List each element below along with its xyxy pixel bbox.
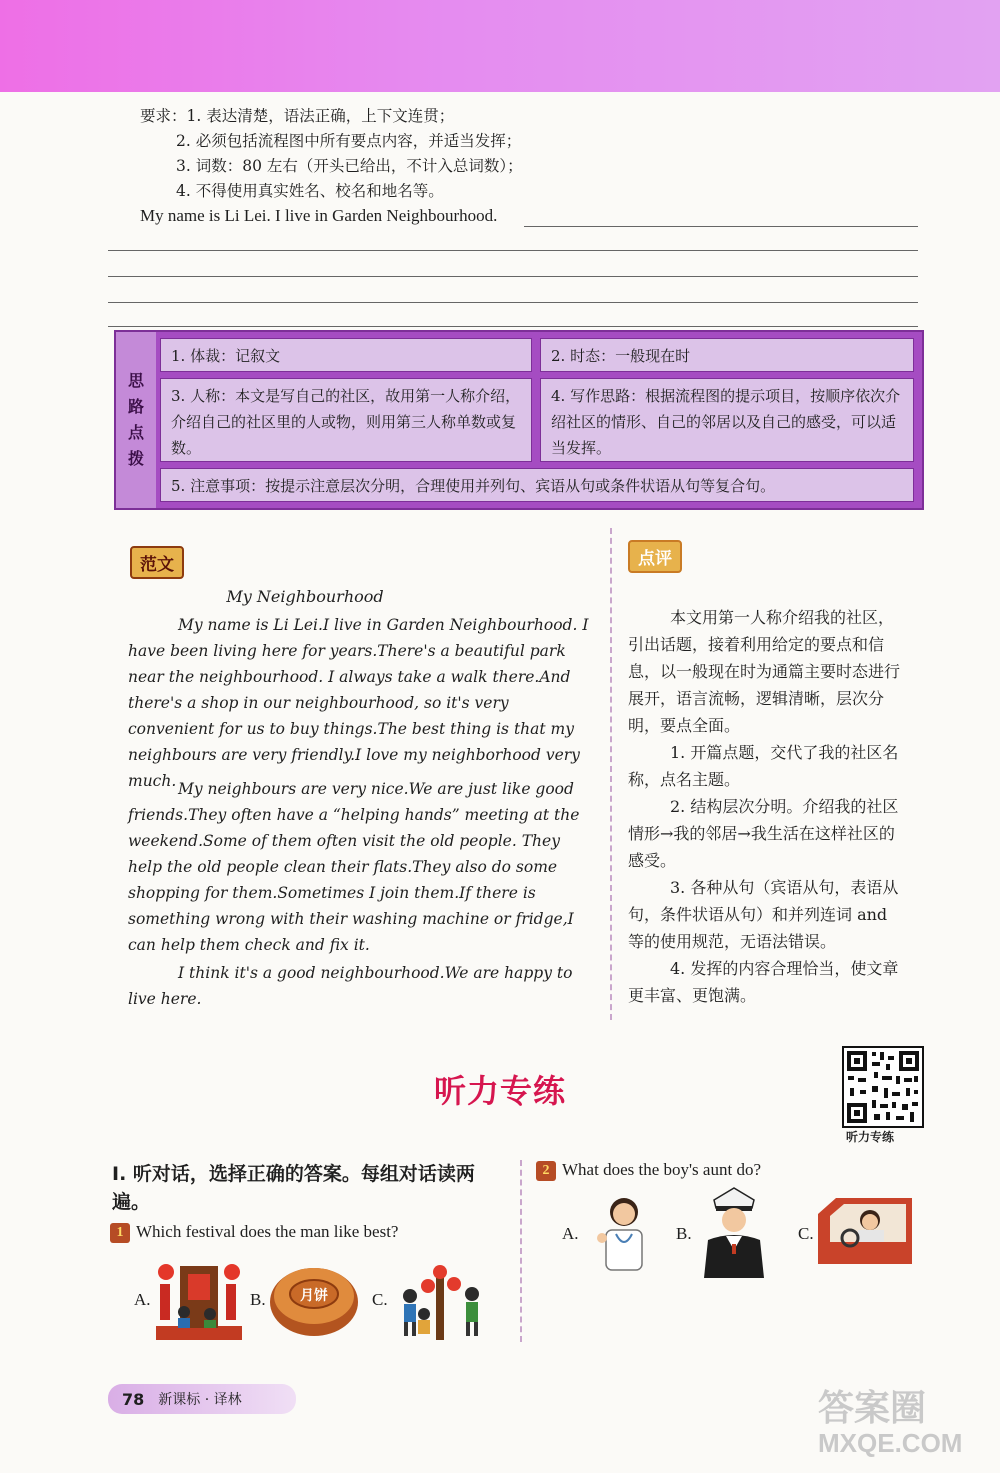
comment-paragraph: 本文用第一人称介绍我的社区，引出话题，接着利用给定的要点和信息，以一般现在时为通篇主要时态进行展开，语言流畅，逻辑清晰，层次分明，要点全面。 [628, 608, 901, 735]
mooncake-icon [268, 1258, 360, 1340]
writing-line [108, 302, 918, 303]
listening-title: 听力专练 [433, 1072, 566, 1110]
driver-icon [816, 1194, 914, 1266]
question-1 [110, 1222, 398, 1243]
guide-cell-person: 3. 人称：本文是写自己的社区，故用第一人称介绍，介绍自己的社区里的人或物，则用第三人称单数或复数。 [160, 378, 532, 462]
q1-option-b-label[interactable]: B. [250, 1290, 266, 1309]
page-footer [108, 1384, 296, 1414]
qr-code-icon [844, 1048, 922, 1126]
essay-paragraph: My name is Li Lei.I live in Garden Neighbourhood. I have been living here for years.There's a beautiful park near the neighbourhood. I always take a walk there.And there's a shop in our neighbourhood, so it's very convenient for us to buy things.The best thing is that my neighbours are very friendly.I love my neighborhood very much. [128, 616, 589, 790]
comment-tag: 点评 [628, 540, 682, 573]
requirement-item: 2. 必须包括流程图中所有要点内容，并适当发挥； [176, 132, 522, 150]
column-divider [610, 528, 612, 1020]
column-divider [520, 1160, 522, 1342]
comment-paragraph: 4. 发挥的内容合理恰当，使文章更丰富、更饱满。 [628, 959, 899, 1005]
essay-paragraph: My neighbours are very nice.We are just like good friends.They often have a “helping hands” meeting at the weekend.Some of them often visit the old people. They help the old people clean their flats.They also do some shopping for them.Sometimes I join them.If there is something wrong with their washing machine or fridge,I can help them check and fix it. [128, 780, 580, 954]
requirement-item: 4. 不得使用真实姓名、校名和地名等。 [176, 182, 444, 200]
essay-title: My Neighbourhood [226, 587, 384, 606]
requirements [140, 104, 523, 204]
police-officer-icon [696, 1184, 772, 1280]
sample-essay-tag: 范文 [130, 546, 184, 579]
guide-cell-genre: 1. 体裁：记叙文 [160, 338, 532, 372]
writing-line [108, 250, 918, 251]
spring-festival-icon [152, 1256, 244, 1342]
doctor-icon [594, 1190, 654, 1272]
requirements-label: 要求： [140, 107, 187, 125]
requirement-item: 1. 表达清楚，语法正确，上下文连贯； [186, 107, 455, 125]
comment-body [628, 604, 900, 1009]
svg-text:月饼: 月饼 [300, 1288, 328, 1304]
qr-caption: 听力专练 [846, 1130, 895, 1144]
children-lanterns-icon [396, 1260, 488, 1344]
writing-line [524, 226, 918, 227]
q2-option-c-label[interactable]: C. [798, 1224, 814, 1243]
guide-cell-approach: 4. 写作思路：根据流程图的提示项目，按顺序依次介绍社区的情形、自己的邻居以及自己的感受，可以适当发挥。 [540, 378, 914, 462]
essay-paragraph: I think it's a good neighbourhood.We are happy to live here. [128, 964, 573, 1008]
guide-cell-notes: 5. 注意事项：按提示注意层次分明，合理使用并列句、宾语从句或条件状语从句等复合句。 [160, 468, 914, 502]
police-officer-picture[interactable] [696, 1184, 772, 1284]
watermark [818, 1388, 962, 1458]
children-festival-picture[interactable] [396, 1260, 488, 1348]
comment-paragraph: 3. 各种从句（宾语从句，表语从句，条件状语从句）和并列连词 and 等的使用规范，无语法错误。 [628, 878, 899, 951]
writing-line [108, 276, 918, 277]
question-text: Which festival does the man like best? [136, 1222, 399, 1241]
doctor-picture[interactable] [594, 1190, 654, 1276]
q2-option-b-label[interactable]: B. [676, 1224, 692, 1243]
question-number: 1 [110, 1223, 130, 1243]
series-name: 新课标 · 译林 [158, 1392, 242, 1408]
q2-option-a-label[interactable]: A. [562, 1224, 579, 1243]
page-number: 78 [122, 1389, 145, 1409]
q1-option-a-label[interactable]: A. [134, 1290, 151, 1309]
mooncake-picture[interactable] [268, 1258, 360, 1344]
question-text: What does the boy's aunt do? [562, 1160, 761, 1179]
essay-starter: My name is Li Lei. I live in Garden Neighbourhood. [140, 206, 498, 225]
spring-festival-picture[interactable] [152, 1256, 244, 1346]
watermark-logo-text: 答案圈 [818, 1387, 927, 1428]
comment-paragraph: 1. 开篇点题，交代了我的社区名称，点名主题。 [628, 743, 899, 789]
part1-heading: Ⅰ. 听对话，选择正确的答案。每组对话读两遍。 [112, 1163, 475, 1213]
writing-line [108, 326, 918, 327]
thinking-guide-box [114, 330, 924, 510]
driver-picture[interactable] [816, 1194, 914, 1270]
watermark-url: MXQE.COM [818, 1428, 963, 1458]
guide-side-label: 思 路 点 拨 [116, 332, 156, 508]
top-banner [0, 0, 1000, 92]
comment-paragraph: 2. 结构层次分明。介绍我的社区情形→我的邻居→我生活在这样社区的感受。 [628, 797, 899, 870]
qr-code[interactable] [842, 1046, 924, 1128]
q1-option-c-label[interactable]: C. [372, 1290, 388, 1309]
question-2 [536, 1160, 761, 1181]
question-number: 2 [536, 1161, 556, 1181]
requirement-item: 3. 词数：80 左右（开头已给出，不计入总词数）； [176, 157, 523, 175]
guide-cell-tense: 2. 时态：一般现在时 [540, 338, 914, 372]
